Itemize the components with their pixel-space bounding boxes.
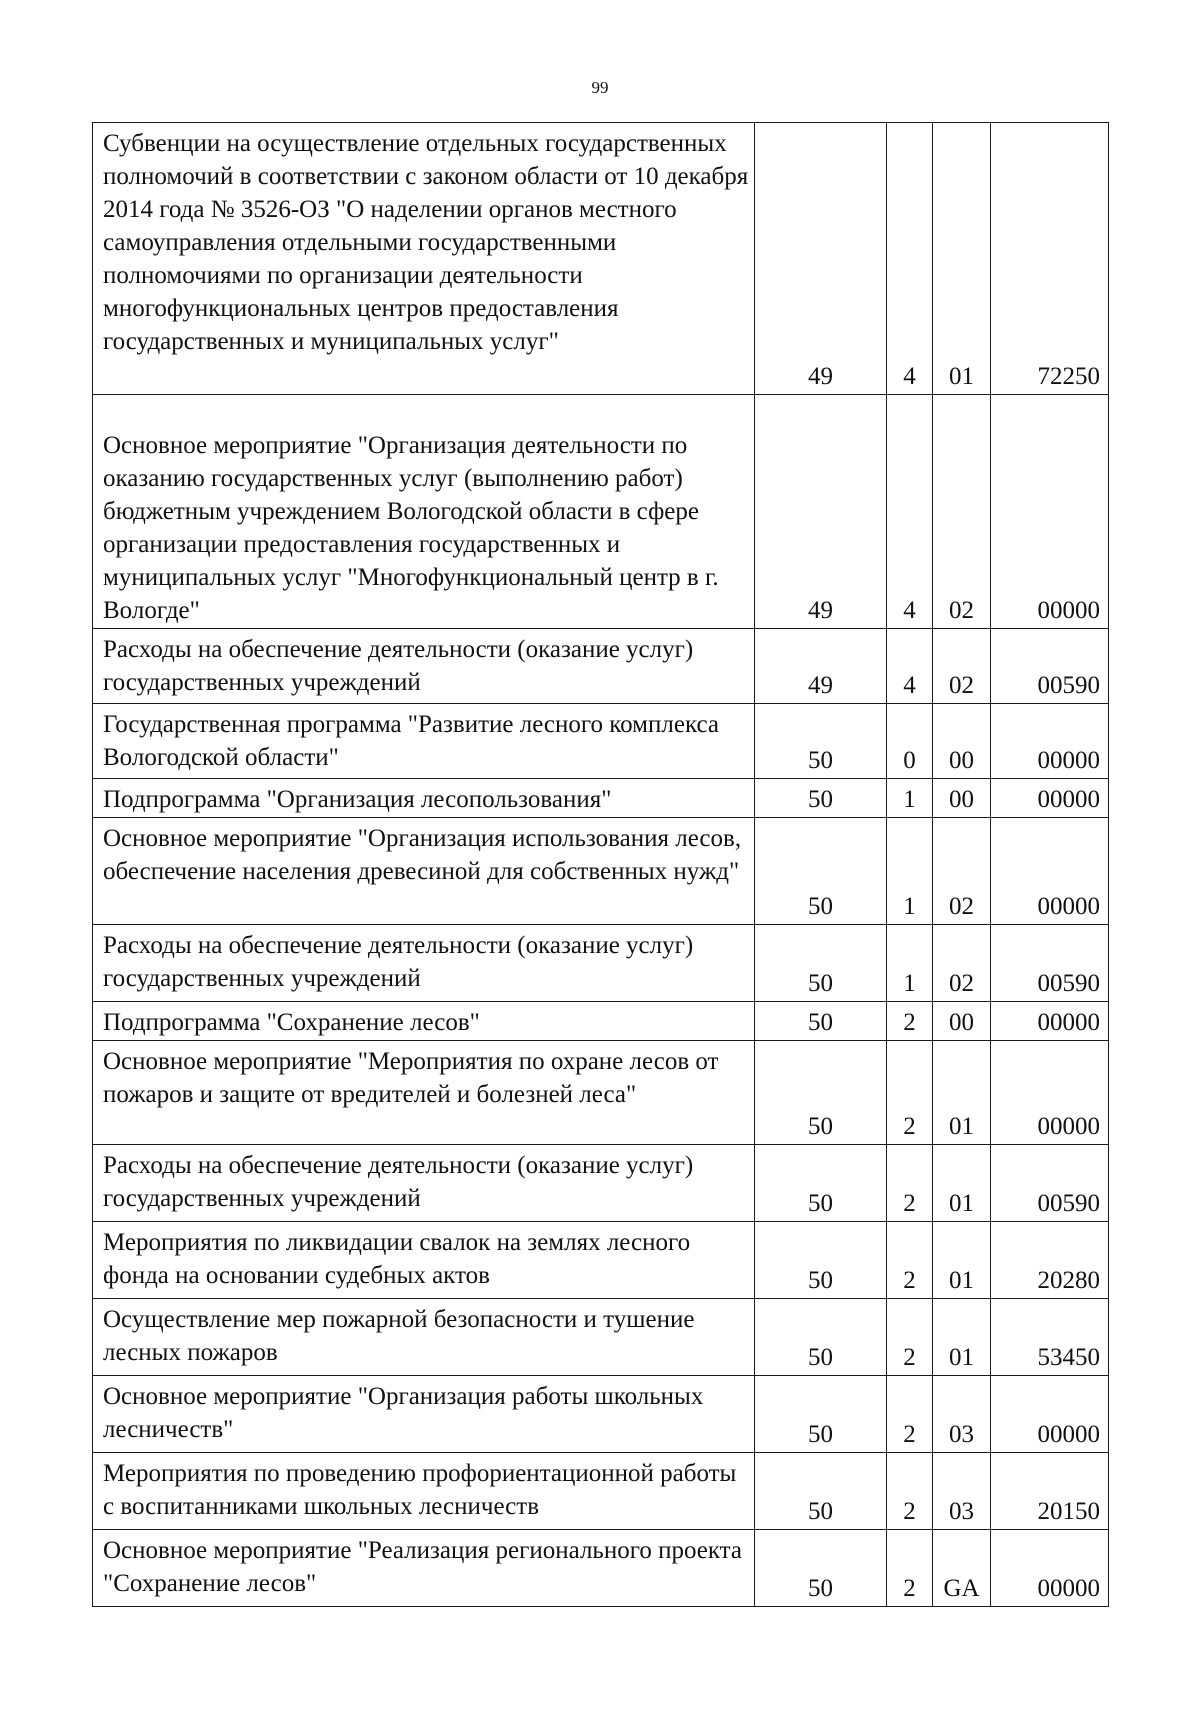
expense-code: 00000 — [991, 704, 1109, 779]
subprogram-code: 2 — [887, 1530, 933, 1607]
expense-code: 00590 — [991, 1145, 1109, 1222]
table-row — [93, 779, 1109, 818]
subprogram-code: 2 — [887, 1453, 933, 1530]
program-code: 50 — [755, 1530, 887, 1607]
event-code: 02 — [933, 925, 991, 1002]
subprogram-code: 2 — [887, 1145, 933, 1222]
event-code: 02 — [933, 395, 991, 629]
table-row — [93, 1376, 1109, 1453]
program-code: 50 — [755, 1453, 887, 1530]
program-code: 50 — [755, 1222, 887, 1299]
row-description: Расходы на обеспечение деятельности (оказание услуг) государственных учреждений — [93, 629, 755, 704]
program-code: 49 — [755, 629, 887, 704]
subprogram-code: 4 — [887, 123, 933, 395]
subprogram-code: 1 — [887, 818, 933, 925]
budget-table — [92, 122, 1109, 1607]
subprogram-code: 4 — [887, 629, 933, 704]
row-description: Основное мероприятие "Мероприятия по охране лесов от пожаров и защите от вредителей и болезней леса" — [93, 1041, 755, 1145]
row-description: Осуществление мер пожарной безопасности и тушение лесных пожаров — [93, 1299, 755, 1376]
table-row — [93, 1530, 1109, 1607]
page-number: 99 — [591, 78, 609, 97]
row-description: Основное мероприятие "Реализация регионального проекта "Сохранение лесов" — [93, 1530, 755, 1607]
row-description: Подпрограмма "Организация лесопользования" — [93, 779, 755, 818]
subprogram-code: 2 — [887, 1002, 933, 1041]
event-code: 01 — [933, 1145, 991, 1222]
program-code: 50 — [755, 1299, 887, 1376]
table-row — [93, 629, 1109, 704]
subprogram-code: 2 — [887, 1376, 933, 1453]
event-code: 03 — [933, 1453, 991, 1530]
program-code: 49 — [755, 395, 887, 629]
program-code: 50 — [755, 818, 887, 925]
subprogram-code: 4 — [887, 395, 933, 629]
row-description: Подпрограмма "Сохранение лесов" — [93, 1002, 755, 1041]
table-row — [93, 1145, 1109, 1222]
event-code: 00 — [933, 779, 991, 818]
expense-code: 00000 — [991, 779, 1109, 818]
row-description: Основное мероприятие "Организация работы школьных лесничеств" — [93, 1376, 755, 1453]
table-row — [93, 1453, 1109, 1530]
row-description: Субвенции на осуществление отдельных государственных полномочий в соответствии с законом области от 10 декабря 2014 года № 3526-ОЗ "О наделении органов местного самоуправления отдельными государственными полномочиями по организации деятельности многофункциональных центров предоставления государственных и муниципальных услуг" — [93, 123, 755, 395]
table-row — [93, 925, 1109, 1002]
subprogram-code: 2 — [887, 1222, 933, 1299]
event-code: 03 — [933, 1376, 991, 1453]
program-code: 50 — [755, 1002, 887, 1041]
row-description: Мероприятия по проведению профориентационной работы с воспитанниками школьных лесничеств — [93, 1453, 755, 1530]
table-row — [93, 818, 1109, 925]
table-row — [93, 395, 1109, 629]
subprogram-code: 2 — [887, 1299, 933, 1376]
row-description: Основное мероприятие "Организация деятельности по оказанию государственных услуг (выполнению работ) бюджетным учреждением Вологодской области в сфере организации предоставления государственных и муниципальных услуг "Многофункциональный центр в г. Вологде" — [93, 395, 755, 629]
table-row — [93, 1222, 1109, 1299]
expense-code: 53450 — [991, 1299, 1109, 1376]
event-code: 01 — [933, 1041, 991, 1145]
subprogram-code: 1 — [887, 925, 933, 1002]
expense-code: 00000 — [991, 395, 1109, 629]
event-code: 02 — [933, 818, 991, 925]
subprogram-code: 1 — [887, 779, 933, 818]
program-code: 50 — [755, 925, 887, 1002]
expense-code: 00000 — [991, 1376, 1109, 1453]
row-description: Расходы на обеспечение деятельности (оказание услуг) государственных учреждений — [93, 1145, 755, 1222]
program-code: 50 — [755, 1041, 887, 1145]
expense-code: 00000 — [991, 818, 1109, 925]
subprogram-code: 2 — [887, 1041, 933, 1145]
event-code: GA — [933, 1530, 991, 1607]
event-code: 00 — [933, 704, 991, 779]
event-code: 00 — [933, 1002, 991, 1041]
expense-code: 00590 — [991, 925, 1109, 1002]
event-code: 01 — [933, 1299, 991, 1376]
table-row — [93, 1002, 1109, 1041]
event-code: 01 — [933, 1222, 991, 1299]
program-code: 50 — [755, 1145, 887, 1222]
table-row — [93, 1299, 1109, 1376]
table-row — [93, 1041, 1109, 1145]
expense-code: 00590 — [991, 629, 1109, 704]
event-code: 01 — [933, 123, 991, 395]
expense-code: 72250 — [991, 123, 1109, 395]
row-description: Мероприятия по ликвидации свалок на землях лесного фонда на основании судебных актов — [93, 1222, 755, 1299]
expense-code: 00000 — [991, 1041, 1109, 1145]
expense-code: 20280 — [991, 1222, 1109, 1299]
program-code: 49 — [755, 123, 887, 395]
program-code: 50 — [755, 1376, 887, 1453]
expense-code: 00000 — [991, 1002, 1109, 1041]
program-code: 50 — [755, 704, 887, 779]
row-description: Государственная программа "Развитие лесного комплекса Вологодской области" — [93, 704, 755, 779]
event-code: 02 — [933, 629, 991, 704]
expense-code: 20150 — [991, 1453, 1109, 1530]
subprogram-code: 0 — [887, 704, 933, 779]
row-description: Расходы на обеспечение деятельности (оказание услуг) государственных учреждений — [93, 925, 755, 1002]
expense-code: 00000 — [991, 1530, 1109, 1607]
row-description: Основное мероприятие "Организация использования лесов, обеспечение населения древесиной для собственных нужд" — [93, 818, 755, 925]
table-row — [93, 704, 1109, 779]
program-code: 50 — [755, 779, 887, 818]
table-row — [93, 123, 1109, 395]
